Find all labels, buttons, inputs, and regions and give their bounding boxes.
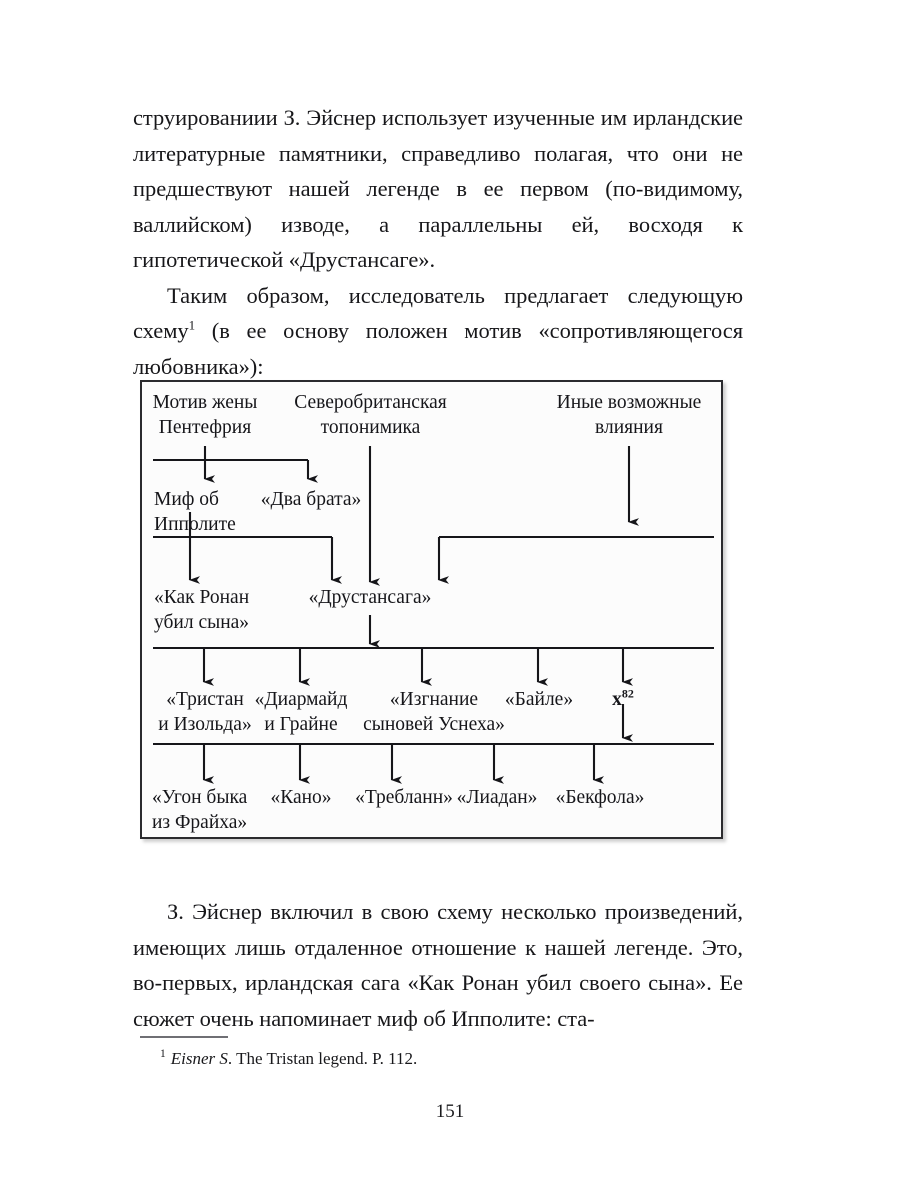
page-number: 151 (435, 1101, 465, 1122)
body-paragraph-top (133, 100, 743, 384)
node-line: Мотив жены (152, 392, 258, 413)
footnote (160, 1047, 740, 1070)
node-line (594, 687, 652, 712)
node-line: «Угон быка (152, 787, 248, 808)
diagram-node-mif-ob-ippolite (142, 487, 258, 537)
node-symbol: x (612, 689, 622, 710)
node-line: «Кано» (270, 787, 332, 808)
footnote-number: 1 (160, 1048, 166, 1061)
diagram-node-drustansaga (290, 585, 450, 610)
node-superscript: 82 (621, 686, 634, 701)
footnote-author: Eisner S (170, 1049, 228, 1068)
node-line: топонимика (320, 417, 421, 438)
node-line: «Диармайд (254, 689, 348, 710)
node-line: убил сына» (154, 612, 250, 633)
node-line: Ипполите (154, 514, 236, 535)
node-line: «Два брата» (260, 489, 362, 510)
diagram-node-dva-brata (248, 487, 374, 512)
node-line: «Бекфола» (555, 787, 645, 808)
diagram-canvas (142, 382, 721, 837)
node-line: «Как Ронан (154, 587, 250, 608)
node-line: «Тристан (166, 689, 244, 710)
node-line: Северобританская (294, 392, 447, 413)
eisner-scheme-diagram (140, 380, 723, 839)
node-line: «Изгнание (389, 689, 479, 710)
diagram-node-motiv-zheny (142, 390, 268, 440)
diagram-node-liadan (442, 785, 552, 810)
diagram-node-bayle (486, 687, 592, 712)
footnote-separator (140, 1036, 228, 1038)
node-line: «Друстансага» (308, 587, 432, 608)
node-line: и Грайне (264, 714, 338, 735)
node-line: «Байле» (504, 689, 574, 710)
footnote-reference[interactable]: 1 (188, 317, 196, 333)
diagram-node-bekfola (538, 785, 662, 810)
node-line: Миф об (154, 489, 219, 510)
paragraph-2-part-b: (в ее основу положен мотив «сопротивляющегося любовника»): (133, 318, 743, 379)
node-line: «Лиадан» (456, 787, 538, 808)
node-line: Пентефрия (158, 417, 252, 438)
diagram-node-x-82 (594, 687, 652, 712)
node-line: влияния (595, 417, 663, 438)
node-line: и Изольда» (158, 714, 252, 735)
diagram-node-kak-ronan (142, 585, 288, 635)
node-line: «Требланн» (355, 787, 453, 808)
diagram-node-kano (258, 785, 344, 810)
node-line: Иные возможные (556, 392, 702, 413)
diagram-node-toponimika (282, 390, 459, 440)
paragraph-1: струированиии З. Эйснер использует изученные им ирландские литературные памятники, справедливо полагая, что они не предшествуют нашей легенде в ее первом (по-видимому, валлийском) изводе, а параллельны ей, восходя к гипотетической «Друстансаге». (133, 105, 743, 272)
node-line: сыновей Уснеха» (363, 714, 505, 735)
diagram-node-inye-vliyaniya (540, 390, 718, 440)
paragraph-2-part-a: Таким образом, исследователь предлагает следующую схему (133, 282, 743, 343)
node-line: из Фрайха» (152, 812, 248, 833)
paragraph-3: З. Эйснер включил в свою схему несколько произведений, имеющих лишь отдаленное отношение к нашей легенде. Это, во-первых, ирландская сага «Как Ронан убил своего сына». Ее сюжет очень напоминает миф об Ипполите: ста- (133, 899, 743, 1031)
diagram-node-diarmaid-grayne (243, 687, 359, 737)
paragraph-2 (133, 278, 743, 385)
footnote-text: . The Tristan legend. P. 112. (227, 1049, 418, 1068)
body-paragraph-bottom (133, 894, 743, 1036)
